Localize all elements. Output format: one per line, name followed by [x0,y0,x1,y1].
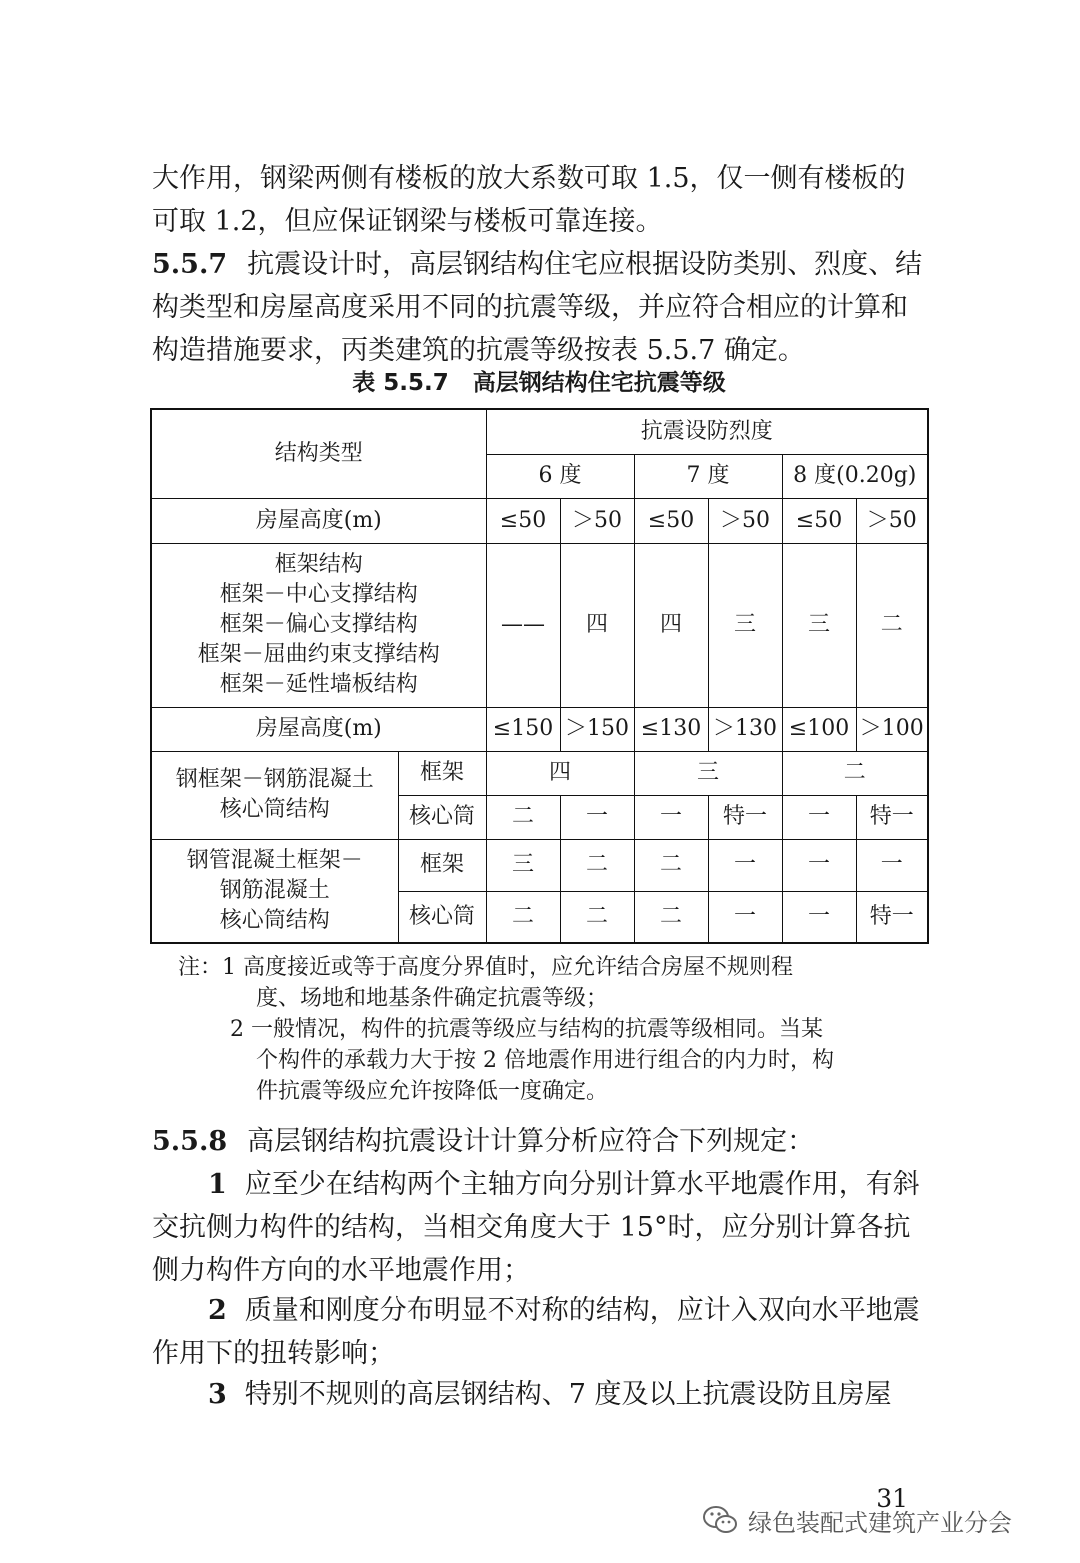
list-item-1 [152,1163,927,1292]
group-name-line: 钢框架－钢筋混凝土 [175,767,374,792]
group-name-line: 钢筋混凝土 [219,877,330,903]
header-structure-type: 结构类型 [151,409,486,498]
note-line: 注：1 高度接近或等于高度分界值时，应允许结合房屋不规则程 [178,955,793,980]
section-5-5-7 [152,243,927,372]
group1-structure-name [151,751,398,839]
table-cell: 三 [486,839,560,891]
item-number: 2 [208,1295,227,1326]
table-cell: 二 [486,891,560,943]
watermark [700,1500,1012,1540]
table-cell: ≤150 [486,707,560,751]
table-cell: —— [486,543,560,707]
page-number: 31 [876,1484,908,1513]
table-cell: ＞130 [708,707,782,751]
group1-frame-label: 框架 [398,751,486,795]
table-caption-title: 高层钢结构住宅抗震等级 [472,370,726,396]
item-text: 应至少在结构两个主轴方向分别计算水平地震作用，有斜交抗侧力构件的结构，当相交角度大于 15°时，应分别计算各抗侧力构件方向的水平地震作用； [152,1169,920,1286]
group2-structure-name [151,839,398,943]
item-text: 质量和刚度分布明显不对称的结构，应计入双向水平地震作用下的扭转影响； [152,1295,920,1369]
table-cell: ＞100 [856,707,928,751]
table-cell: 一 [856,839,928,891]
table-cell: 一 [782,795,856,839]
item-text: 特别不规则的高层钢结构、7 度及以上抗震设防且房屋 [244,1379,892,1410]
paragraph-continued: 大作用，钢梁两侧有楼板的放大系数可取 1.5，仅一侧有楼板的可取 1.2，但应保证钢梁与楼板可靠连接。 [152,163,906,237]
table-cell: 一 [782,839,856,891]
item-number: 3 [208,1379,227,1410]
frame-structure-types [151,543,486,707]
table-cell: 三 [708,543,782,707]
section-5-5-8 [152,1120,927,1163]
table-cell: 一 [634,795,708,839]
table-cell: 一 [708,891,782,943]
list-item-2 [152,1289,927,1375]
table-cell: 特一 [856,891,928,943]
table-cell: ＞150 [560,707,634,751]
watermark-text: 绿色装配式建筑产业分会 [748,1508,1012,1537]
table-cell: ≤130 [634,707,708,751]
table-cell: ≤50 [486,498,560,543]
note-line: 2 一般情况，构件的抗震等级应与结构的抗震等级相同。当某 [230,1017,823,1042]
frame-type-line: 框架－屈曲约束支撑结构 [197,642,440,667]
table-cell: ≤100 [782,707,856,751]
row-label-height: 房屋高度(m) [151,498,486,543]
header-degree-8: 8 度(0.20g) [782,454,928,498]
table-cell: 二 [634,839,708,891]
group-name-line: 钢管混凝土框架－ [186,847,363,873]
table-cell: 二 [560,891,634,943]
table-cell: 特一 [708,795,782,839]
table-cell: 一 [560,795,634,839]
frame-type-line: 框架结构 [274,552,363,577]
frame-type-line: 框架－延性墙板结构 [219,672,418,697]
section-text: 抗震设计时，高层钢结构住宅应根据设防类别、烈度、结构类型和房屋高度采用不同的抗震等级，并应符合相应的计算和构造措施要求，丙类建筑的抗震等级按表 5.5.7 确定。 [152,249,923,366]
note-line: 个构件的承载力大于按 2 倍地震作用进行组合的内力时，构 [256,1048,834,1073]
table-cell: 二 [634,891,708,943]
group2-core-label: 核心筒 [398,891,486,943]
note-line: 件抗震等级应允许按降低一度确定。 [256,1079,609,1104]
section-text: 高层钢结构抗震设计计算分析应符合下列规定： [247,1126,815,1157]
table-cell: 三 [634,751,782,795]
header-intensity: 抗震设防烈度 [486,409,928,454]
table-cell: 二 [782,751,928,795]
table-cell: 特一 [856,795,928,839]
header-degree-6: 6 度 [486,454,634,498]
row-label-height: 房屋高度(m) [151,707,486,751]
frame-type-line: 框架－偏心支撑结构 [219,612,418,637]
seismic-grade-table [150,408,929,944]
group2-frame-label: 框架 [398,839,486,891]
note-line: 度、场地和地基条件确定抗震等级； [256,986,609,1011]
table-cell: ≤50 [782,498,856,543]
group-name-line: 核心筒结构 [219,907,330,933]
table-cell: 一 [708,839,782,891]
table-cell: ≤50 [634,498,708,543]
table-cell: 一 [782,891,856,943]
header-degree-7: 7 度 [634,454,782,498]
table-cell: ＞50 [856,498,928,543]
frame-type-line: 框架－中心支撑结构 [219,582,418,607]
table-cell: 二 [486,795,560,839]
group-name-line: 核心筒结构 [219,797,330,822]
section-number: 5.5.8 [152,1126,228,1157]
table-cell: 四 [560,543,634,707]
table-cell: 二 [856,543,928,707]
section-number: 5.5.7 [152,249,228,280]
table-cell: ＞50 [708,498,782,543]
group1-core-label: 核心筒 [398,795,486,839]
table-cell: 二 [560,839,634,891]
item-number: 1 [208,1169,227,1200]
table-notes [178,952,928,1107]
table-cell: 四 [634,543,708,707]
wechat-icon [700,1500,740,1540]
table-caption [150,366,928,400]
table-cell: 三 [782,543,856,707]
table-cell: ＞50 [560,498,634,543]
table-caption-number: 表 5.5.7 [352,370,449,396]
list-item-3 [152,1373,927,1416]
table-cell: 四 [486,751,634,795]
